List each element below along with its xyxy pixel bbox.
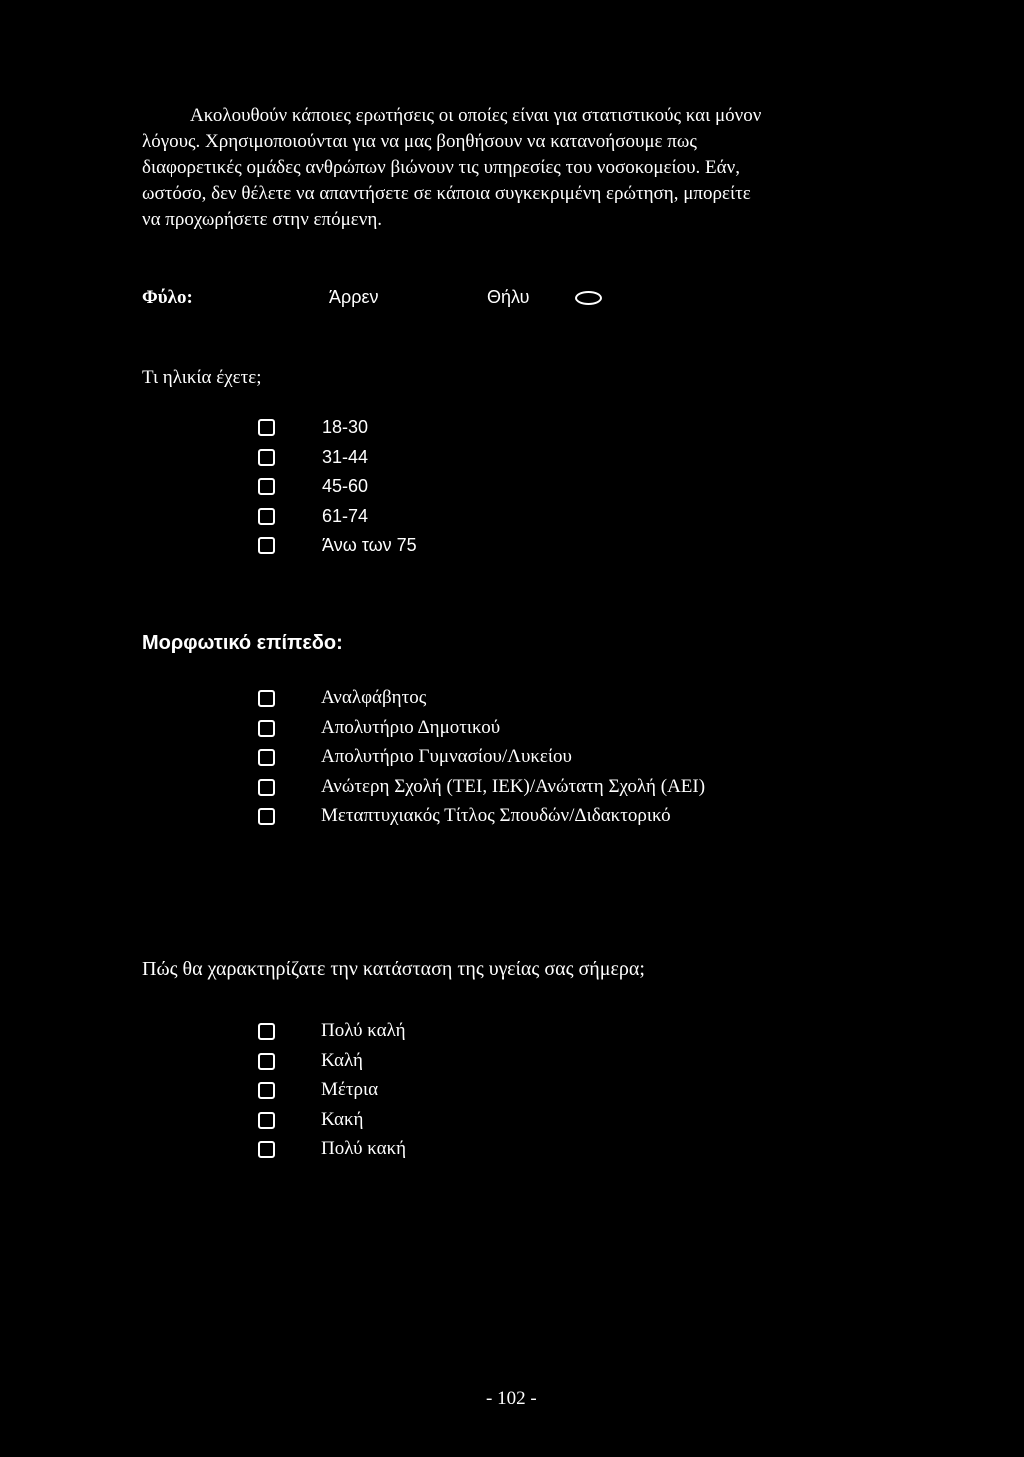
- intro-paragraph: [142, 103, 882, 233]
- checkbox-icon[interactable]: [258, 1112, 275, 1129]
- health-option-label: Πολύ κακή: [321, 1138, 407, 1159]
- checkbox-icon[interactable]: [258, 779, 275, 796]
- intro-line: να προχωρήσετε στην επόμενη.: [142, 209, 383, 230]
- checkbox-icon[interactable]: [258, 1053, 275, 1070]
- intro-line: Ακολουθούν κάποιες ερωτήσεις οι οποίες είναι για στατιστικούς και μόνον: [190, 105, 762, 126]
- health-option-label: Μέτρια: [321, 1079, 379, 1100]
- checkbox-icon[interactable]: [258, 419, 275, 436]
- age-option-label: Άνω των 75: [322, 535, 417, 555]
- age-option-label: 18-30: [322, 417, 369, 437]
- checkbox-icon[interactable]: [258, 508, 275, 525]
- checkbox-icon[interactable]: [258, 1141, 275, 1158]
- education-option-label: Απολυτήριο Γυμνασίου/Λυκείου: [321, 746, 572, 767]
- education-option-label: Μεταπτυχιακός Τίτλος Σπουδών/Διδακτορικό: [321, 805, 671, 826]
- checkbox-icon[interactable]: [258, 537, 275, 554]
- checkbox-icon[interactable]: [258, 749, 275, 766]
- health-question: Πώς θα χαρακτηρίζατε την κατάσταση της υγείας σας σήμερα;: [142, 958, 645, 980]
- page-number: - 102 -: [486, 1388, 537, 1409]
- age-question: Τι ηλικία έχετε;: [142, 367, 262, 388]
- health-option-label: Κακή: [321, 1108, 364, 1130]
- checkbox-icon[interactable]: [258, 690, 275, 707]
- intro-line: λόγους. Χρησιμοποιούνται για να μας βοηθήσουν να κατανοήσουμε πως: [142, 131, 697, 152]
- education-option-label: Αναλφάβητος: [321, 687, 427, 708]
- gender-option-female: Θήλυ: [487, 287, 530, 307]
- checkbox-icon[interactable]: [258, 449, 275, 466]
- checkbox-icon[interactable]: [258, 478, 275, 495]
- age-option-label: 31-44: [322, 446, 369, 467]
- age-option-label: 45-60: [322, 476, 369, 496]
- checkbox-icon[interactable]: [258, 808, 275, 825]
- gender-label: Φύλο:: [142, 287, 193, 308]
- intro-line: ωστόσο, δεν θέλετε να απαντήσετε σε κάποια συγκεκριμένη ερώτηση, μπορείτε: [142, 183, 751, 204]
- health-option-label: Καλή: [321, 1049, 363, 1071]
- checkbox-icon[interactable]: [258, 720, 275, 737]
- gender-radio-oval[interactable]: [575, 291, 602, 305]
- intro-line: διαφορετικές ομάδες ανθρώπων βιώνουν τις υπηρεσίες του νοσοκομείου. Εάν,: [142, 157, 740, 178]
- checkbox-icon[interactable]: [258, 1023, 275, 1040]
- health-option-label: Πολύ καλή: [321, 1020, 406, 1041]
- checkbox-icon[interactable]: [258, 1082, 275, 1099]
- education-question: Μορφωτικό επίπεδο:: [142, 632, 343, 654]
- education-option-label: Απολυτήριο Δημοτικού: [321, 716, 501, 738]
- gender-option-male: Άρρεν: [329, 287, 379, 307]
- education-option-label: Ανώτερη Σχολή (ΤΕΙ, ΙΕΚ)/Ανώτατη Σχολή (ΑΕΙ): [321, 775, 706, 797]
- age-option-label: 61-74: [322, 505, 369, 526]
- gender-question: [142, 287, 742, 313]
